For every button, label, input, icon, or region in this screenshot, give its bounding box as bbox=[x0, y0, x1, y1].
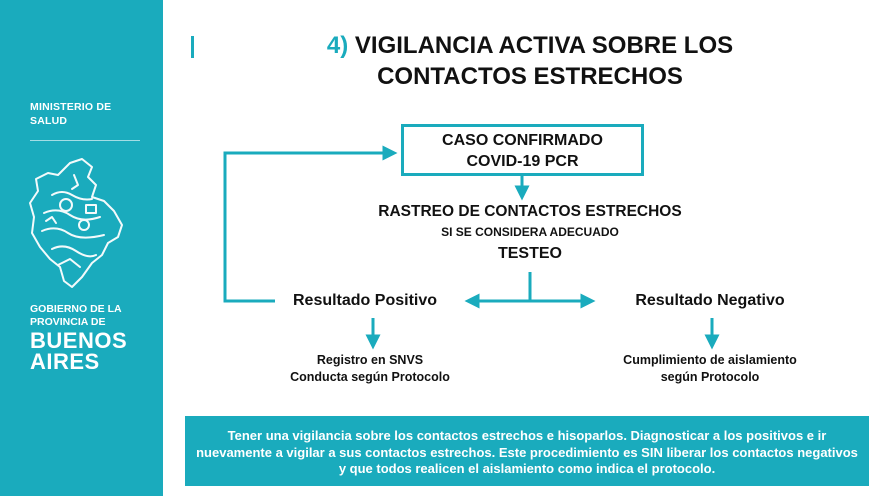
confirmed-case-line1: CASO CONFIRMADO bbox=[442, 132, 603, 149]
positive-action-text bbox=[265, 352, 475, 386]
province-name: BUENOS AIRES bbox=[30, 328, 128, 374]
confirmed-case-line2: COVID-19 PCR bbox=[466, 153, 579, 170]
tracing-sub-label: SI SE CONSIDERA ADECUADO bbox=[441, 225, 619, 239]
feedback-loop-line bbox=[225, 153, 390, 301]
ministry-label: MINISTERIO DE SALUD bbox=[30, 101, 112, 127]
government-label: GOBIERNO DE LA PROVINCIA DE bbox=[30, 303, 122, 328]
positive-action-line1: Registro en SNVS bbox=[316, 353, 424, 367]
tracing-label: RASTREO DE CONTACTOS ESTRECHOS bbox=[378, 203, 682, 220]
summary-note: Tener una vigilancia sobre los contactos estrechos e hisoparlos. Diagnosticar a los positivos e ir nuevamente a vigilar a sus contactos estrechos. Este procedimiento es SIN liberar los contactos negativos y que todos realicen el aislamiento como indica el protocolo. bbox=[185, 416, 869, 486]
testing-label: TESTEO bbox=[497, 245, 562, 262]
positive-result-label: Resultado Positivo bbox=[292, 292, 438, 309]
title-number: 4) bbox=[326, 32, 349, 59]
negative-action-line1: Cumplimiento de aislamiento bbox=[623, 353, 797, 367]
negative-result-label: Resultado Negativo bbox=[635, 292, 785, 309]
negative-action-line2: según Protocolo bbox=[660, 370, 760, 384]
negative-action-text bbox=[595, 352, 825, 386]
positive-action-line2: Conducta según Protocolo bbox=[290, 370, 450, 384]
confirmed-case-box bbox=[401, 124, 644, 176]
title-text: VIGILANCIA ACTIVA SOBRE LOS CONTACTOS ESTRECHOS bbox=[354, 32, 734, 90]
